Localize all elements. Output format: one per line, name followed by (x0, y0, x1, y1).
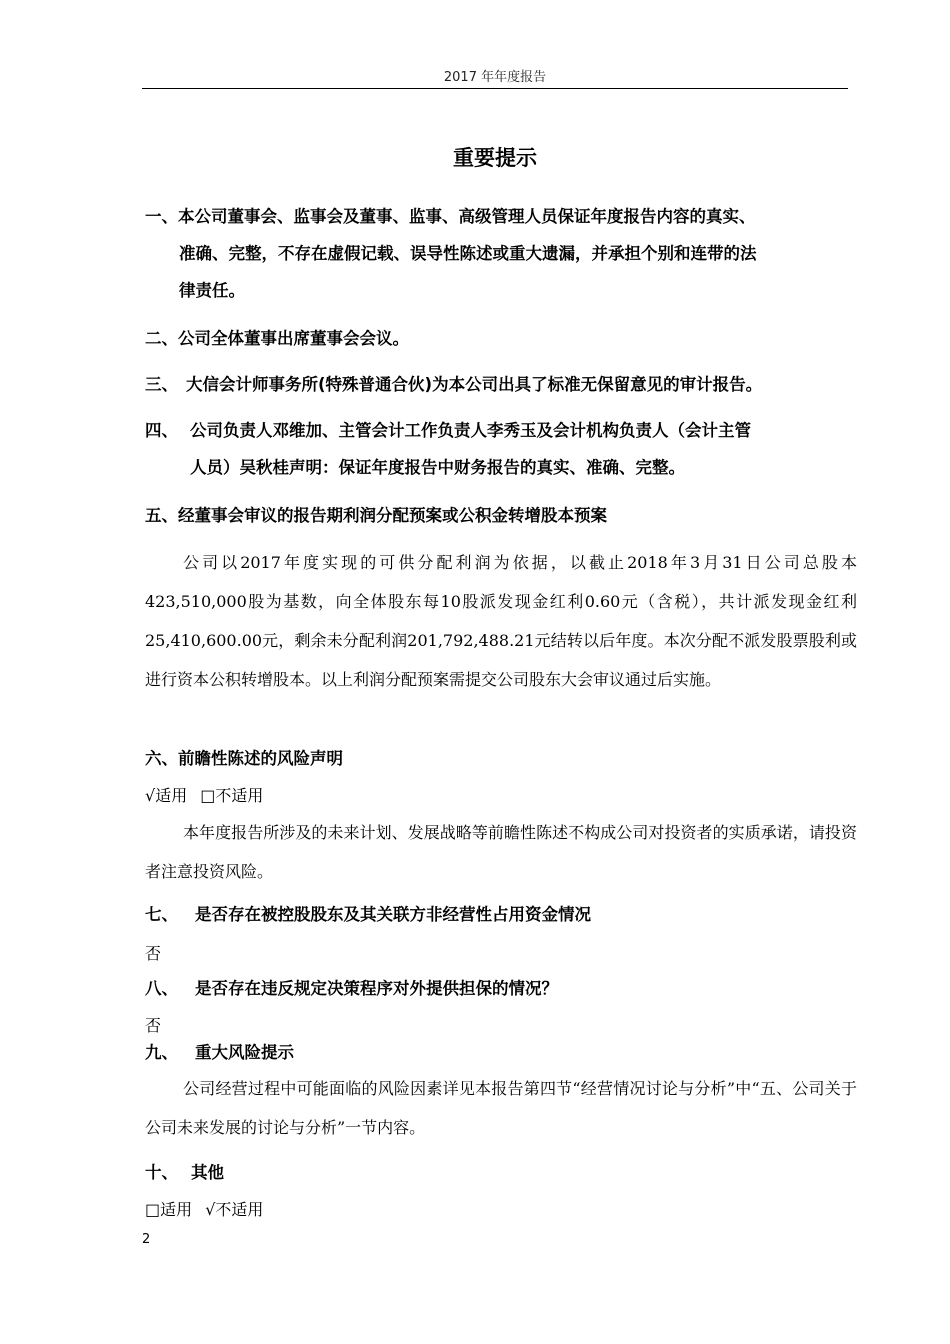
applicable-unchecked-option: □适用 (145, 1200, 193, 1219)
item-8-answer: 否 (145, 1016, 162, 1035)
item-8 (145, 970, 860, 1007)
not-applicable-checked-option: √不适用 (205, 1200, 264, 1219)
running-header: 2017 年年度报告 (443, 70, 547, 85)
item-text: 其他 (191, 1163, 224, 1182)
item-5-body: 公司以2017年度实现的可供分配利润为依据，以截止2018年3月31日公司总股本423,510,000股为基数，向全体股东每10股派发现金红利0.60元（含税），共计派发现金红利25,410,600.00元，剩余未分配利润201,792,488.21元结转以后年度。本次分配不派发股票股利或进行资本公积转增股本。以上利润分配预案需提交公司股东大会审议通过后实施。 (145, 553, 857, 689)
page-title: 重要提示 (453, 146, 537, 170)
item-number: 九、 (145, 1043, 178, 1062)
item-2 (145, 320, 860, 357)
item-10-options (145, 1196, 860, 1224)
applicable-checked-option: √适用 (145, 786, 188, 805)
item-7-answer: 否 (145, 944, 162, 963)
item-1 (145, 198, 860, 309)
item-number: 二、 (145, 329, 178, 348)
item-text-line: 准确、完整，不存在虚假记载、误导性陈述或重大遗漏，并承担个别和连带的法 (179, 244, 757, 263)
item-7 (145, 896, 860, 933)
item-5 (145, 497, 860, 534)
header-rule (142, 88, 848, 89)
item-number: 七、 (145, 905, 178, 924)
item-text: 公司全体董事出席董事会会议。 (178, 329, 409, 348)
item-number: 六、 (145, 749, 178, 768)
item-4 (145, 412, 860, 486)
item-text-line: 律责任。 (179, 281, 245, 300)
item-text: 是否存在违反规定决策程序对外提供担保的情况？ (195, 979, 558, 998)
item-9-body: 公司经营过程中可能面临的风险因素详见本报告第四节“经营情况讨论与分析”中“五、公司关于公司未来发展的讨论与分析”一节内容。 (145, 1079, 857, 1137)
not-applicable-unchecked-option: □不适用 (200, 786, 264, 805)
item-text: 经董事会审议的报告期利润分配预案或公积金转增股本预案 (178, 506, 607, 525)
item-number: 五、 (145, 506, 178, 525)
item-text: 前瞻性陈述的风险声明 (178, 749, 343, 768)
item-number: 三、 (145, 375, 178, 394)
item-6-options (145, 782, 860, 810)
item-text: 重大风险提示 (195, 1043, 294, 1062)
item-6 (145, 740, 860, 777)
item-number: 四、 (145, 421, 178, 440)
item-6-body: 本年度报告所涉及的未来计划、发展战略等前瞻性陈述不构成公司对投资者的实质承诺，请投资者注意投资风险。 (145, 823, 857, 881)
item-text-line: 人员）吴秋桂声明：保证年度报告中财务报告的真实、准确、完整。 (190, 458, 685, 477)
item-text-line: 公司负责人邓维加、主管会计工作负责人李秀玉及会计机构负责人（会计主管 (190, 421, 751, 440)
item-number: 一、 (145, 207, 178, 226)
item-number: 八、 (145, 979, 178, 998)
item-text: 是否存在被控股股东及其关联方非经营性占用资金情况 (195, 905, 591, 924)
item-text-line: 本公司董事会、监事会及董事、监事、高级管理人员保证年度报告内容的真实、 (178, 207, 756, 226)
item-text: 大信会计师事务所(特殊普通合伙)为本公司出具了标准无保留意见的审计报告。 (186, 375, 763, 394)
item-3 (145, 366, 860, 403)
item-9 (145, 1034, 860, 1071)
item-10 (145, 1154, 860, 1191)
item-number: 十、 (145, 1163, 178, 1182)
page-number: 2 (142, 1232, 151, 1247)
